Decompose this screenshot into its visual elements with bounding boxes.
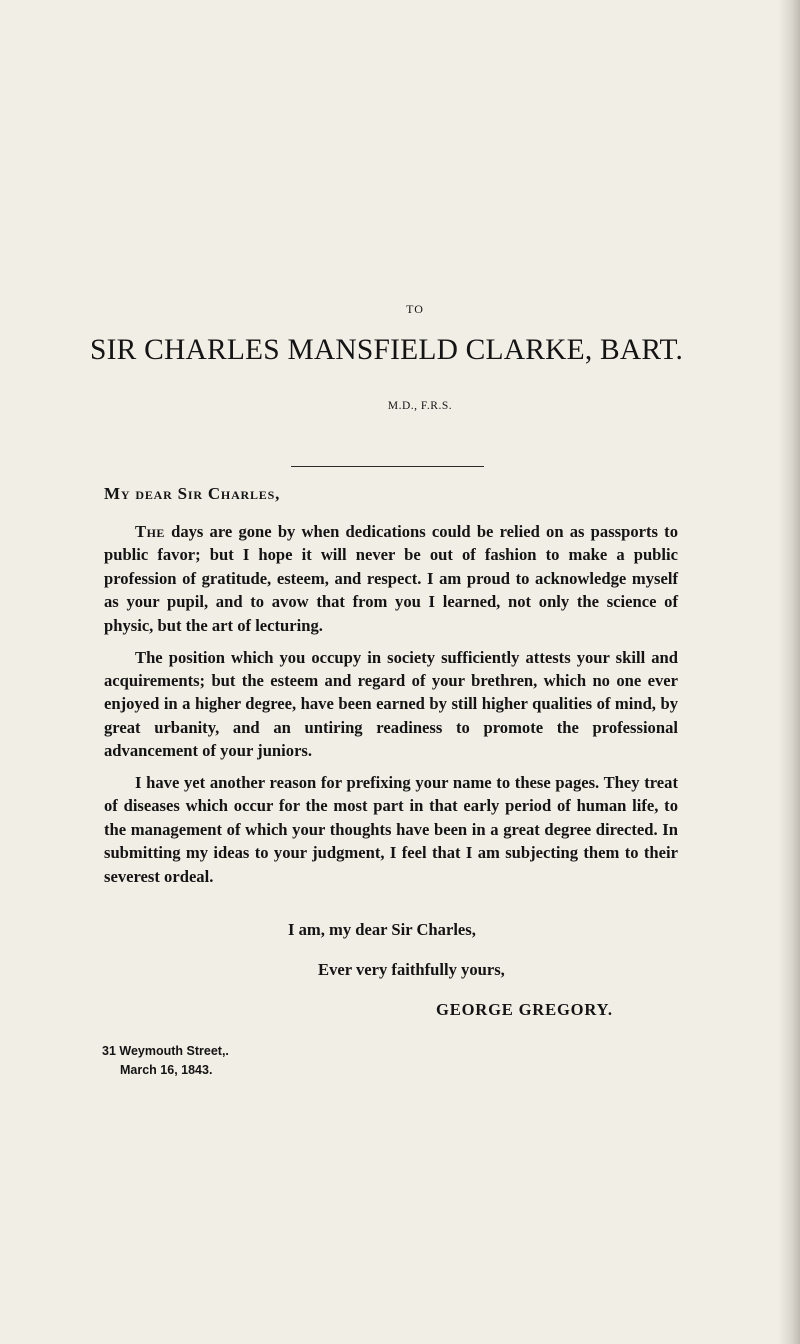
letter-body bbox=[104, 520, 678, 897]
paragraph-1-lead: The bbox=[135, 522, 165, 541]
page-edge-shadow bbox=[778, 0, 800, 1344]
signature: GEORGE GREGORY. bbox=[436, 1000, 613, 1019]
address-street: 31 Weymouth Street,. bbox=[102, 1044, 229, 1058]
dedicatee-name: SIR CHARLES MANSFIELD CLARKE, BART. bbox=[90, 334, 684, 366]
paragraph-1-text: days are gone by when dedications could be relied on as passports to public favor; but I hope it will never be out of fashion to make a public profession of gratitude, esteem, and respect. I am proud to acknowledge myself as your pupil, and to avow that from you I learned, not only the science of physic, but the art of lecturing. bbox=[104, 522, 678, 635]
dedication-to-label: TO bbox=[406, 302, 424, 316]
address-date: March 16, 1843. bbox=[120, 1063, 213, 1077]
paragraph-1 bbox=[104, 520, 678, 637]
closing-line-1: I am, my dear Sir Charles, bbox=[288, 920, 476, 939]
paragraph-3: I have yet another reason for prefixing your name to these pages. They treat of diseases which occur for the most part in that early period of human life, to the management of which your thoughts have been in a great degree directed. In submitting my ideas to your judgment, I feel that I am subjecting them to their severest ordeal. bbox=[104, 773, 678, 886]
closing-line-2: Ever very faithfully yours, bbox=[318, 960, 505, 979]
paragraph-2: The position which you occupy in society sufficiently attests your skill and acquirements; but the esteem and regard of your brethren, which no one ever enjoyed in a higher degree, have been earned by still higher qualities of mind, by great urbanity, and an untiring readiness to promote the professional advancement of your juniors. bbox=[104, 647, 678, 761]
salutation-text: My dear Sir Charles, bbox=[104, 484, 281, 503]
dedicatee-credentials: M.D., F.R.S. bbox=[387, 400, 453, 412]
divider-rule bbox=[291, 466, 484, 467]
salutation bbox=[104, 484, 280, 504]
